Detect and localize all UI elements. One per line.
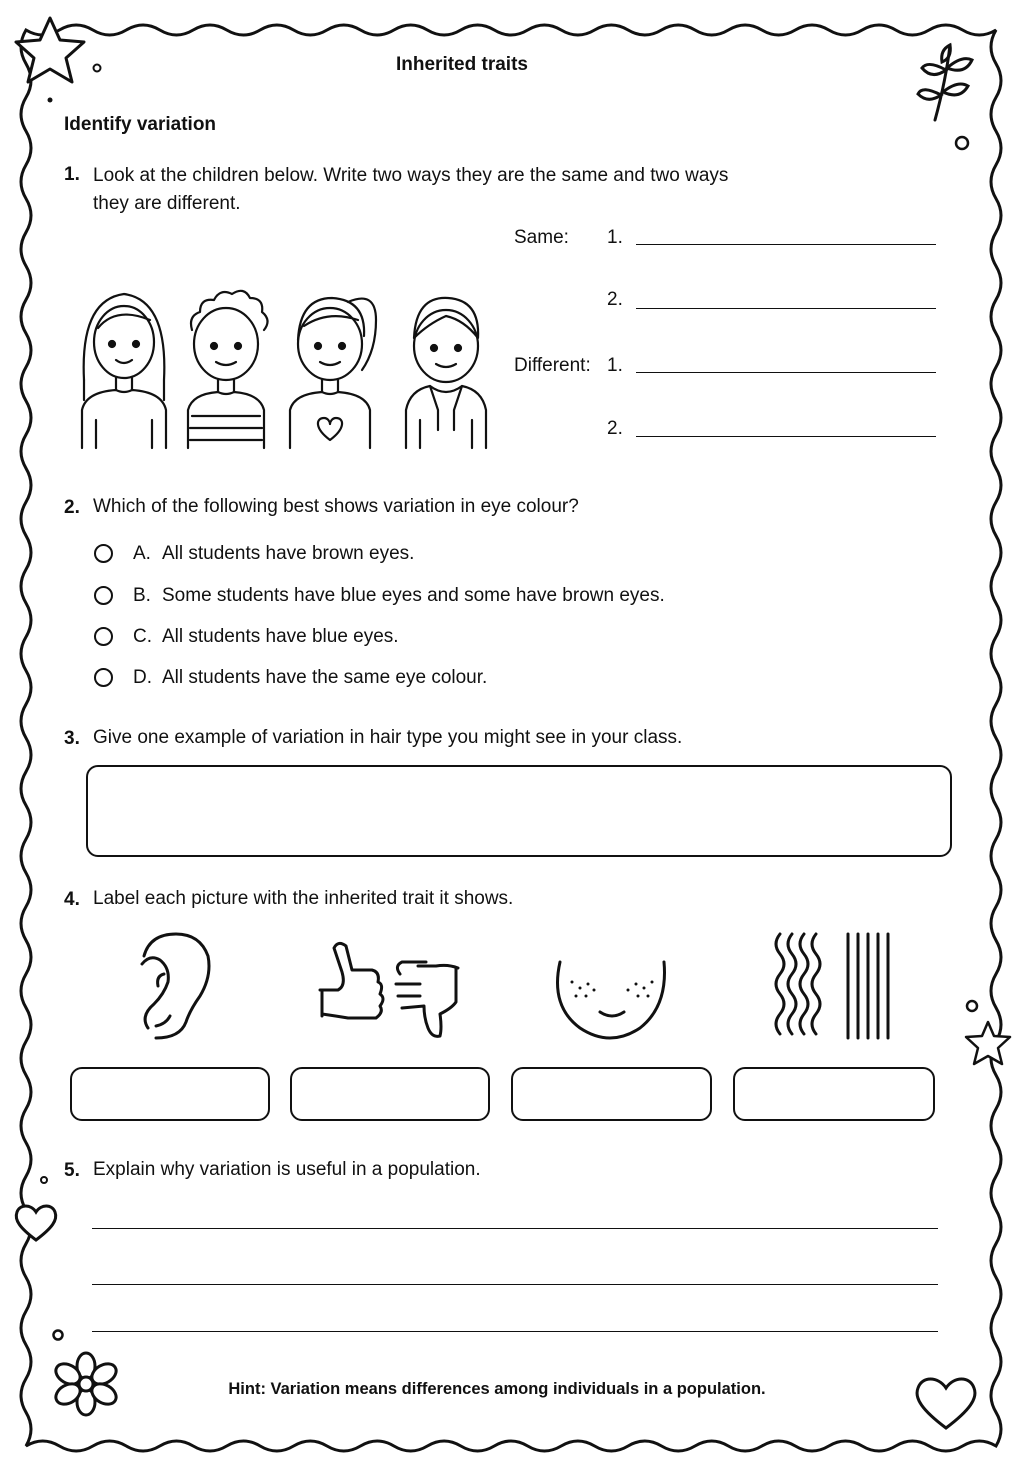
q1-text-line2: they are different. (93, 193, 241, 214)
option-d-radio[interactable] (94, 668, 113, 687)
option-d-text: All students have the same eye colour. (162, 667, 488, 688)
hint-text: Hint: Variation means differences among individuals in a population. (228, 1380, 766, 1398)
trait-label-box-3[interactable] (511, 1067, 712, 1121)
q2-number: 2. (64, 497, 80, 518)
freckles-chin-icon (558, 962, 665, 1038)
same-label: Same: (514, 227, 569, 248)
option-c-letter: C. (133, 626, 152, 647)
hair-type-icon (776, 934, 888, 1038)
q5-answer-line-3[interactable] (92, 1331, 938, 1332)
q5-answer-line-2[interactable] (92, 1284, 938, 1285)
q3-number: 3. (64, 728, 80, 749)
q5-answer-line-1[interactable] (92, 1228, 938, 1229)
option-a-radio[interactable] (94, 544, 113, 563)
leaf-icon (918, 45, 972, 120)
q2-text: Which of the following best shows variation in eye colour? (93, 496, 579, 517)
star-icon (966, 1022, 1010, 1064)
heart-icon (16, 1206, 55, 1240)
trait-pictures (60, 926, 960, 1050)
different-number-1: 1. (607, 355, 623, 376)
q5-number: 5. (64, 1160, 80, 1181)
different-answer-line-2[interactable] (636, 436, 936, 437)
option-c-text: All students have blue eyes. (162, 626, 399, 647)
trait-label-box-2[interactable] (290, 1067, 490, 1121)
different-answer-line-1[interactable] (636, 372, 936, 373)
same-answer-line-2[interactable] (636, 308, 936, 309)
q3-answer-box[interactable] (86, 765, 952, 857)
option-b-text: Some students have blue eyes and some have brown eyes. (162, 585, 665, 606)
option-d-letter: D. (133, 667, 152, 688)
page-title: Inherited traits (396, 54, 528, 75)
same-number-1: 1. (607, 227, 623, 248)
q5-text: Explain why variation is useful in a population. (93, 1159, 481, 1180)
option-b-radio[interactable] (94, 586, 113, 605)
q4-text: Label each picture with the inherited trait it shows. (93, 888, 514, 909)
trait-label-box-4[interactable] (733, 1067, 935, 1121)
section-heading: Identify variation (64, 114, 217, 135)
different-number-2: 2. (607, 418, 623, 439)
option-a-text: All students have brown eyes. (162, 543, 415, 564)
q4-number: 4. (64, 889, 80, 910)
thumbs-icon (320, 943, 458, 1036)
q1-text-line1: Look at the children below. Write two ways they are the same and two ways (93, 165, 729, 186)
different-label: Different: (514, 355, 591, 376)
same-answer-line-1[interactable] (636, 244, 936, 245)
q3-text: Give one example of variation in hair type you might see in your class. (93, 727, 683, 748)
children-illustration (76, 280, 496, 452)
option-c-radio[interactable] (94, 627, 113, 646)
same-number-2: 2. (607, 289, 623, 310)
option-b-letter: B. (133, 585, 151, 606)
option-a-letter: A. (133, 543, 151, 564)
trait-label-box-1[interactable] (70, 1067, 270, 1121)
q1-number: 1. (64, 164, 80, 185)
ear-icon (142, 934, 209, 1038)
